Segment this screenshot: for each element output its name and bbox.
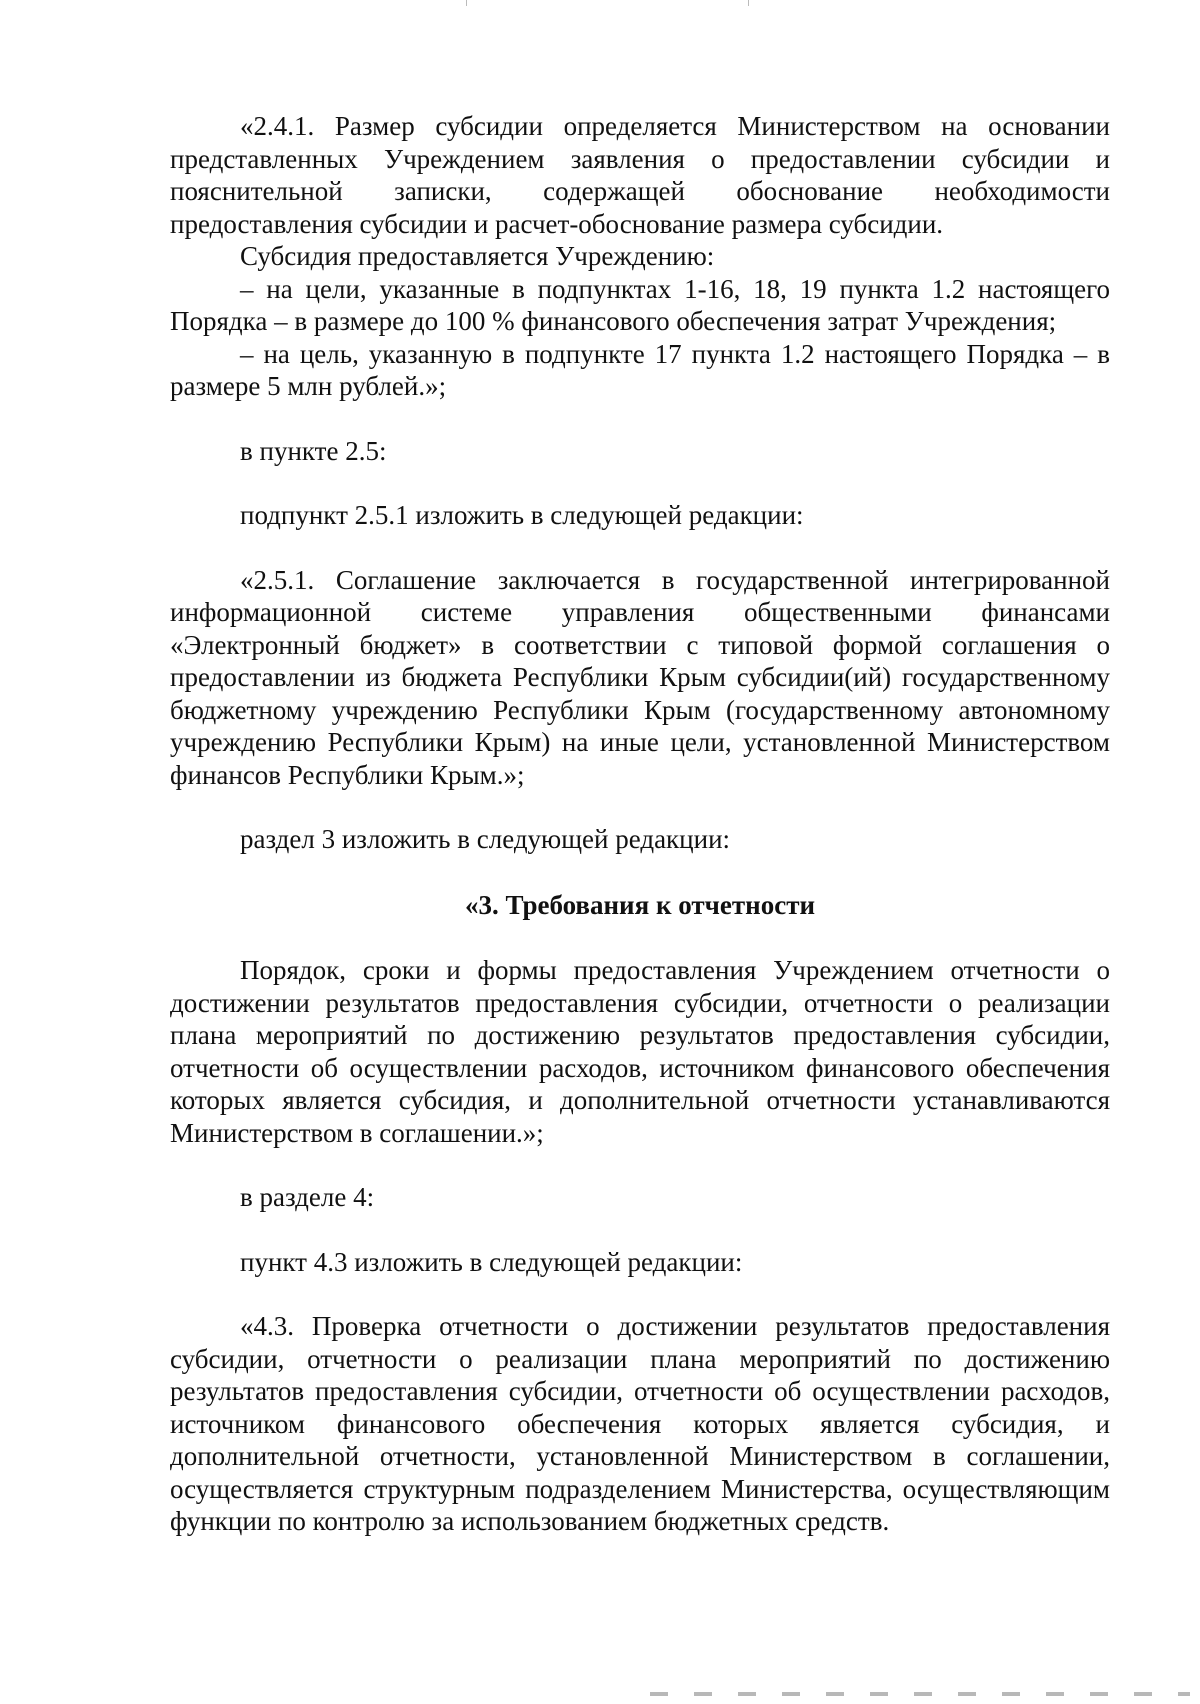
paragraph-in-clause-2-5: в пункте 2.5: [240,435,387,466]
scan-artifact-bottom-marks [650,1692,1190,1696]
paragraph-in-section-4: в разделе 4: [240,1182,375,1212]
paragraph-reporting: Порядок, сроки и формы предоставления Учреждением отчетности о достижении результатов предоставления субсидии, отчетности о реализации плана мероприятий по достижению результатов предоставления субсидии, отчетности об осуществлении расходов, источником финансового обеспечения которых является субсидия, и дополнительной отчетности устанавливаются Министерством в соглашении.»; [170,955,1110,1148]
paragraph-goals-1-16: – на цели, указанные в подпунктах 1-16, 18, 19 пункта 1.2 настоящего Порядка – в размере до 100 % финансового обеспечения затрат Учреждения; [170,273,1110,336]
paragraph-subsidy-provided: Субсидия предоставляется Учреждению: [240,241,715,271]
scan-artifact-mark [748,0,749,6]
section-3-heading: «3. Требования к отчетности [464,889,816,920]
paragraph-2-5-1: «2.5.1. Соглашение заключается в государственной интегрированной информационной системе управления общественными финансами «Электронный бюджет» в соответствии с типовой формой соглашения о предоставлении из бюджета Республики Крым субсидии(ий) государственному бюджетному учреждению Республики Крым (государственному автономному учреждению Республики Крым) на иные цели, установленной Министерством финансов Республики Крым.»; [170,564,1110,790]
paragraph-2-4-1: «2.4.1. Размер субсидии определяется Министерством на основании представленных Учреждением заявления о предоставлении субсидии и пояснительной записки, содержащей обоснование необходимости предоставления субсидии и расчет-обоснование размера субсидии. [170,111,1110,239]
paragraph-goal-17: – на цель, указанную в подпункте 17 пункта 1.2 настоящего Порядка – в размере 5 млн рублей.»; [170,338,1110,401]
paragraph-subclause-2-5-1: подпункт 2.5.1 изложить в следующей редакции: [240,500,804,530]
paragraph-clause-4-3: пункт 4.3 изложить в следующей редакции: [240,1246,743,1277]
paragraph-4-3: «4.3. Проверка отчетности о достижении результатов предоставления субсидии, отчетности о реализации плана мероприятий по достижению результатов предоставления субсидии, отчетности об осуществлении расходов, источником финансового обеспечения которых является субсидия, и дополнительной отчетности, установленной Министерством в соглашении, осуществляется структурным подразделением Министерства, осуществляющим функции по контролю за использованием бюджетных средств. [170,1311,1110,1536]
paragraph-section-3: раздел 3 изложить в следующей редакции: [240,824,731,854]
scan-artifact-mark [466,0,467,6]
document-body [170,110,1110,1538]
